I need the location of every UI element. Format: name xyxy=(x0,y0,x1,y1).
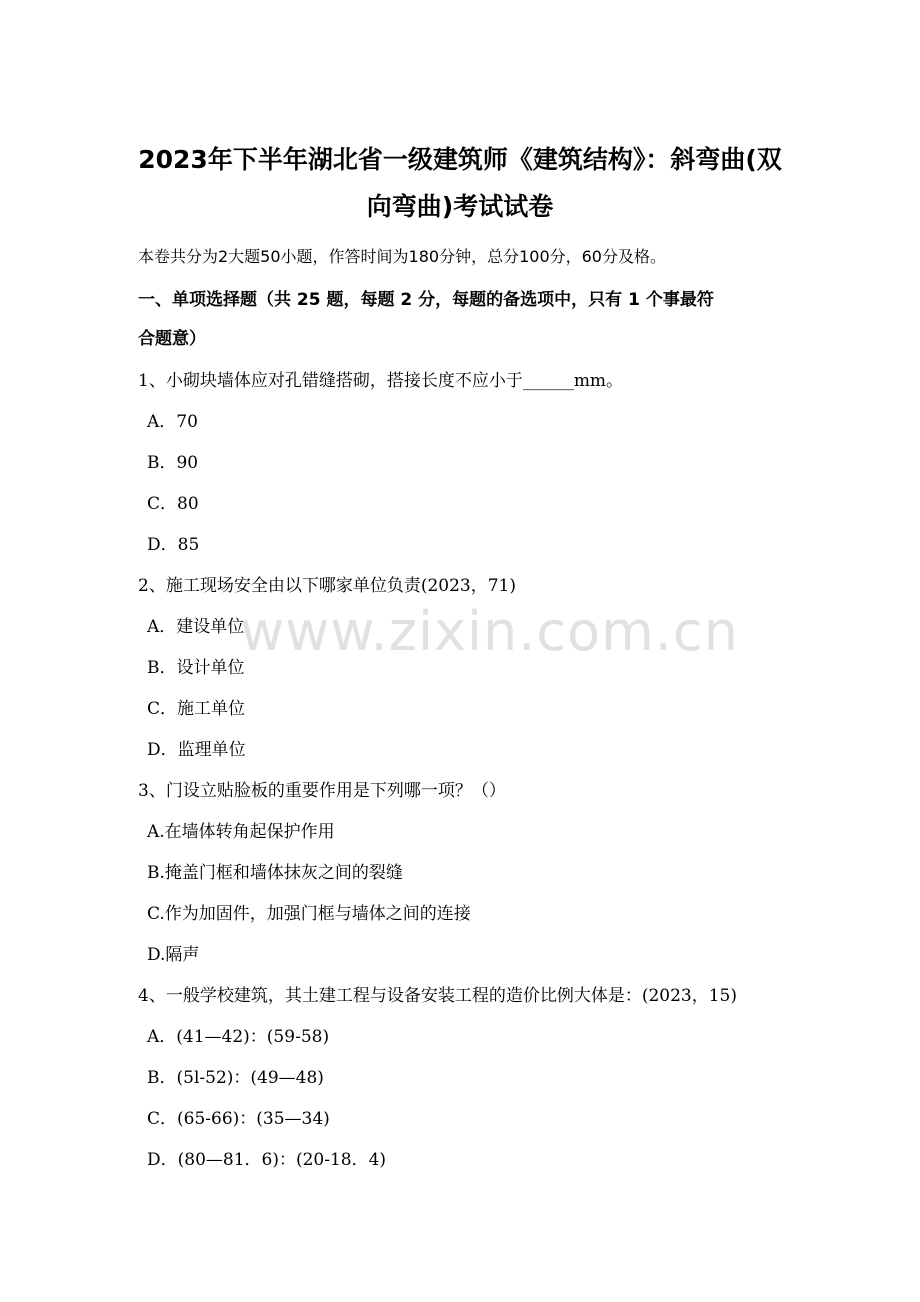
question-1-option-b: B．90 xyxy=(147,453,199,473)
question-2-option-c: C．施工单位 xyxy=(147,699,246,719)
question-4-option-c: C．(65-66)：(35—34) xyxy=(147,1109,330,1129)
question-3-option-b: B.掩盖门框和墙体抹灰之间的裂缝 xyxy=(147,863,403,883)
question-2-option-a: A．建设单位 xyxy=(147,617,245,637)
exam-title-line-1: 2023年下半年湖北省一级建筑师《建筑结构》：斜弯曲(双 xyxy=(138,145,782,174)
question-1-option-a: A．70 xyxy=(147,412,198,432)
question-4-option-b: B．(5l-52)：(49—48) xyxy=(147,1068,324,1088)
question-4-option-d: D．(80—81．6)：(20-18．4) xyxy=(147,1150,387,1170)
watermark: www.zixin.com.cn xyxy=(240,600,739,663)
question-1: 1、小砌块墙体应对孔错缝搭砌，搭接长度不应小于______mm。 xyxy=(138,371,624,391)
question-3: 3、门设立贴脸板的重要作用是下列哪一项？（） xyxy=(138,781,506,801)
question-3-option-d: D.隔声 xyxy=(147,945,200,965)
question-3-option-c: C.作为加固件，加强门框与墙体之间的连接 xyxy=(147,904,471,924)
question-4: 4、一般学校建筑，其土建工程与设备安装工程的造价比例大体是：(2023，15) xyxy=(138,986,737,1006)
question-3-option-a: A.在墙体转角起保护作用 xyxy=(147,822,335,842)
question-2-option-b: B．设计单位 xyxy=(147,658,245,678)
question-1-option-c: C．80 xyxy=(147,494,199,514)
question-1-option-d: D．85 xyxy=(147,535,200,555)
exam-intro: 本卷共分为2大题50小题，作答时间为180分钟，总分100分，60分及格。 xyxy=(138,247,666,266)
question-2: 2、施工现场安全由以下哪家单位负责(2023，71) xyxy=(138,576,516,596)
question-2-option-d: D．监理单位 xyxy=(147,740,246,760)
question-4-option-a: A．(41—42)：(59-58) xyxy=(147,1027,330,1047)
section-heading-line-2: 合题意） xyxy=(138,329,206,349)
exam-title-line-2: 向弯曲)考试试卷 xyxy=(366,192,554,221)
section-heading-line-1: 一、单项选择题（共 25 题，每题 2 分，每题的备选项中，只有 1 个事最符 xyxy=(138,290,714,310)
